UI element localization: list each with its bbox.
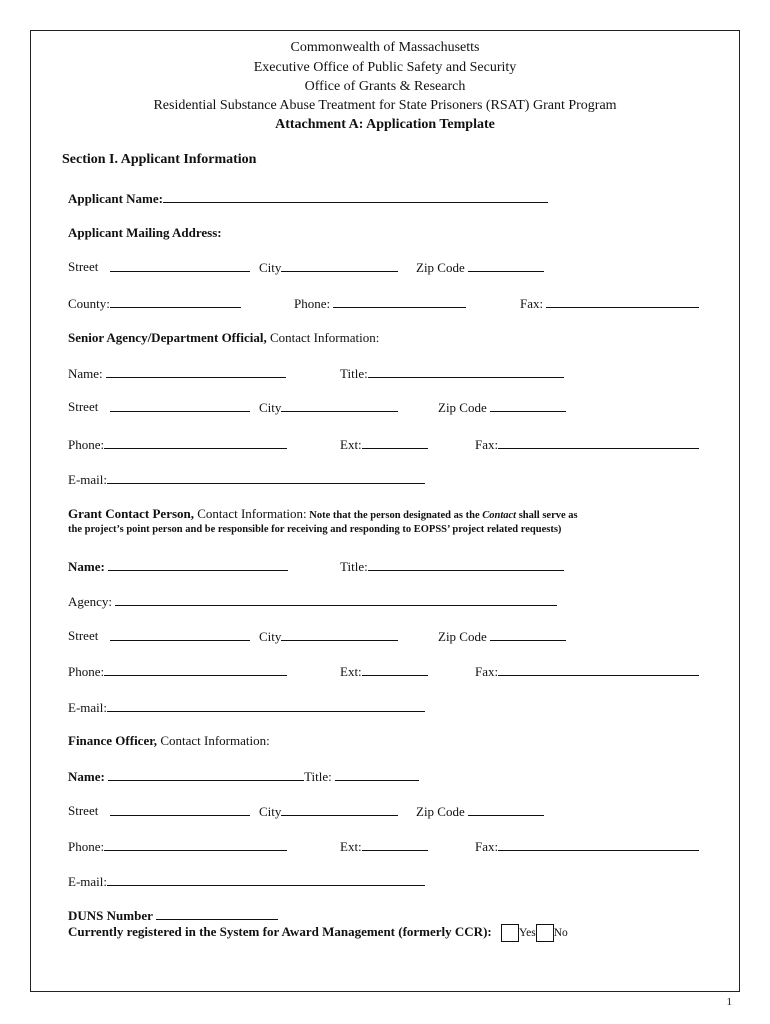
- senior-name-label: Name:: [68, 366, 103, 381]
- applicant-city-label: City: [259, 260, 282, 275]
- senior-email-field[interactable]: [107, 471, 425, 484]
- finance-phone-label: Phone:: [68, 839, 105, 854]
- senior-zip-label: Zip Code: [438, 400, 487, 415]
- sam-no-label: No: [553, 927, 568, 939]
- grant-ext-label: Ext:: [340, 664, 362, 679]
- section-title: Section I. Applicant Information: [62, 152, 257, 167]
- grant-fax-field[interactable]: [498, 663, 699, 676]
- grant-street-field[interactable]: [110, 628, 250, 641]
- finance-title-field[interactable]: [335, 768, 419, 781]
- finance-heading-bold: Finance Officer,: [68, 733, 158, 748]
- applicant-county-label: County:: [68, 296, 110, 311]
- finance-zip-field[interactable]: [468, 803, 544, 816]
- finance-zip-label: Zip Code: [416, 804, 465, 819]
- finance-name-label: Name:: [68, 769, 105, 784]
- header-line-4: Residential Substance Abuse Treatment for State Prisoners (RSAT) Grant Program: [153, 98, 617, 113]
- header-line-2: Executive Office of Public Safety and Security: [253, 60, 517, 75]
- sam-no-checkbox[interactable]: [536, 924, 554, 942]
- senior-phone-field[interactable]: [104, 436, 287, 449]
- grant-note-italic: Contact: [482, 510, 517, 521]
- senior-name-field[interactable]: [106, 365, 286, 378]
- grant-email-field[interactable]: [107, 699, 425, 712]
- applicant-street-field[interactable]: [110, 259, 250, 272]
- finance-ext-field[interactable]: [362, 838, 428, 851]
- grant-name-field[interactable]: [108, 558, 288, 571]
- applicant-name-label: Applicant Name:: [68, 191, 163, 206]
- applicant-fax-field[interactable]: [546, 295, 699, 308]
- grant-phone-field[interactable]: [104, 663, 287, 676]
- senior-city-field[interactable]: [281, 399, 398, 412]
- grant-heading: [68, 506, 578, 522]
- senior-email-label: E-mail:: [68, 472, 107, 487]
- grant-note-part1: Note that the person designated as the: [306, 510, 483, 521]
- senior-heading-bold: Senior Agency/Department Official,: [68, 330, 267, 345]
- senior-title-label: Title:: [340, 366, 368, 381]
- header-line-5: Attachment A: Application Template: [275, 117, 495, 132]
- applicant-mailing-label: Applicant Mailing Address:: [68, 225, 222, 240]
- finance-city-label: City: [259, 804, 282, 819]
- applicant-zip-field[interactable]: [468, 259, 544, 272]
- sam-yes-label: Yes: [518, 927, 536, 939]
- senior-fax-label: Fax:: [475, 437, 499, 452]
- finance-fax-label: Fax:: [475, 839, 499, 854]
- finance-heading: [68, 733, 270, 749]
- finance-email-field[interactable]: [107, 873, 425, 886]
- finance-heading-rest: Contact Information:: [157, 733, 270, 748]
- applicant-fax-label: Fax:: [520, 296, 544, 311]
- grant-name-label: Name:: [68, 559, 105, 574]
- header-line-3: Office of Grants & Research: [304, 79, 466, 94]
- applicant-street-label: Street: [68, 259, 99, 274]
- senior-fax-field[interactable]: [498, 436, 699, 449]
- finance-fax-field[interactable]: [498, 838, 699, 851]
- finance-city-field[interactable]: [281, 803, 398, 816]
- grant-zip-field[interactable]: [490, 628, 566, 641]
- grant-note-line2: the project’s point person and be responsible for receiving and responding to EOPSS’ project related requests): [68, 524, 562, 535]
- finance-name-field[interactable]: [108, 768, 304, 781]
- grant-zip-label: Zip Code: [438, 629, 487, 644]
- grant-fax-label: Fax:: [475, 664, 499, 679]
- duns-field[interactable]: [156, 907, 278, 920]
- grant-street-label: Street: [68, 628, 99, 643]
- grant-agency-label: Agency:: [68, 594, 113, 609]
- finance-title-label: Title:: [304, 769, 332, 784]
- grant-city-field[interactable]: [281, 628, 398, 641]
- duns-label: DUNS Number: [68, 908, 153, 923]
- finance-email-label: E-mail:: [68, 874, 107, 889]
- finance-ext-label: Ext:: [340, 839, 362, 854]
- sam-yes-checkbox[interactable]: [501, 924, 519, 942]
- grant-title-label: Title:: [340, 559, 368, 574]
- finance-street-field[interactable]: [110, 803, 250, 816]
- applicant-city-field[interactable]: [281, 259, 398, 272]
- header-line-1: Commonwealth of Massachusetts: [290, 40, 480, 55]
- grant-heading-rest: Contact Information:: [194, 506, 307, 521]
- applicant-name-field[interactable]: [163, 190, 548, 203]
- applicant-county-field[interactable]: [110, 295, 241, 308]
- applicant-phone-field[interactable]: [333, 295, 466, 308]
- applicant-zip-label: Zip Code: [416, 260, 465, 275]
- applicant-phone-label: Phone:: [294, 296, 331, 311]
- senior-heading: [68, 330, 379, 346]
- senior-street-field[interactable]: [110, 399, 250, 412]
- finance-street-label: Street: [68, 803, 99, 818]
- finance-phone-field[interactable]: [104, 838, 287, 851]
- applicant-name-row: [68, 190, 548, 207]
- senior-ext-label: Ext:: [340, 437, 362, 452]
- senior-street-label: Street: [68, 399, 99, 414]
- grant-title-field[interactable]: [368, 558, 564, 571]
- grant-heading-bold: Grant Contact Person,: [68, 506, 195, 521]
- grant-note-part2: shall serve as: [516, 510, 578, 521]
- senior-city-label: City: [259, 400, 282, 415]
- page-number: 1: [726, 996, 732, 1008]
- senior-phone-label: Phone:: [68, 437, 105, 452]
- grant-email-label: E-mail:: [68, 700, 107, 715]
- senior-zip-field[interactable]: [490, 399, 566, 412]
- grant-phone-label: Phone:: [68, 664, 105, 679]
- senior-title-field[interactable]: [368, 365, 564, 378]
- sam-label: Currently registered in the System for Award Management (formerly CCR):: [68, 924, 492, 939]
- grant-city-label: City: [259, 629, 282, 644]
- senior-ext-field[interactable]: [362, 436, 428, 449]
- grant-agency-field[interactable]: [115, 593, 557, 606]
- senior-heading-rest: Contact Information:: [266, 330, 380, 345]
- grant-ext-field[interactable]: [362, 663, 428, 676]
